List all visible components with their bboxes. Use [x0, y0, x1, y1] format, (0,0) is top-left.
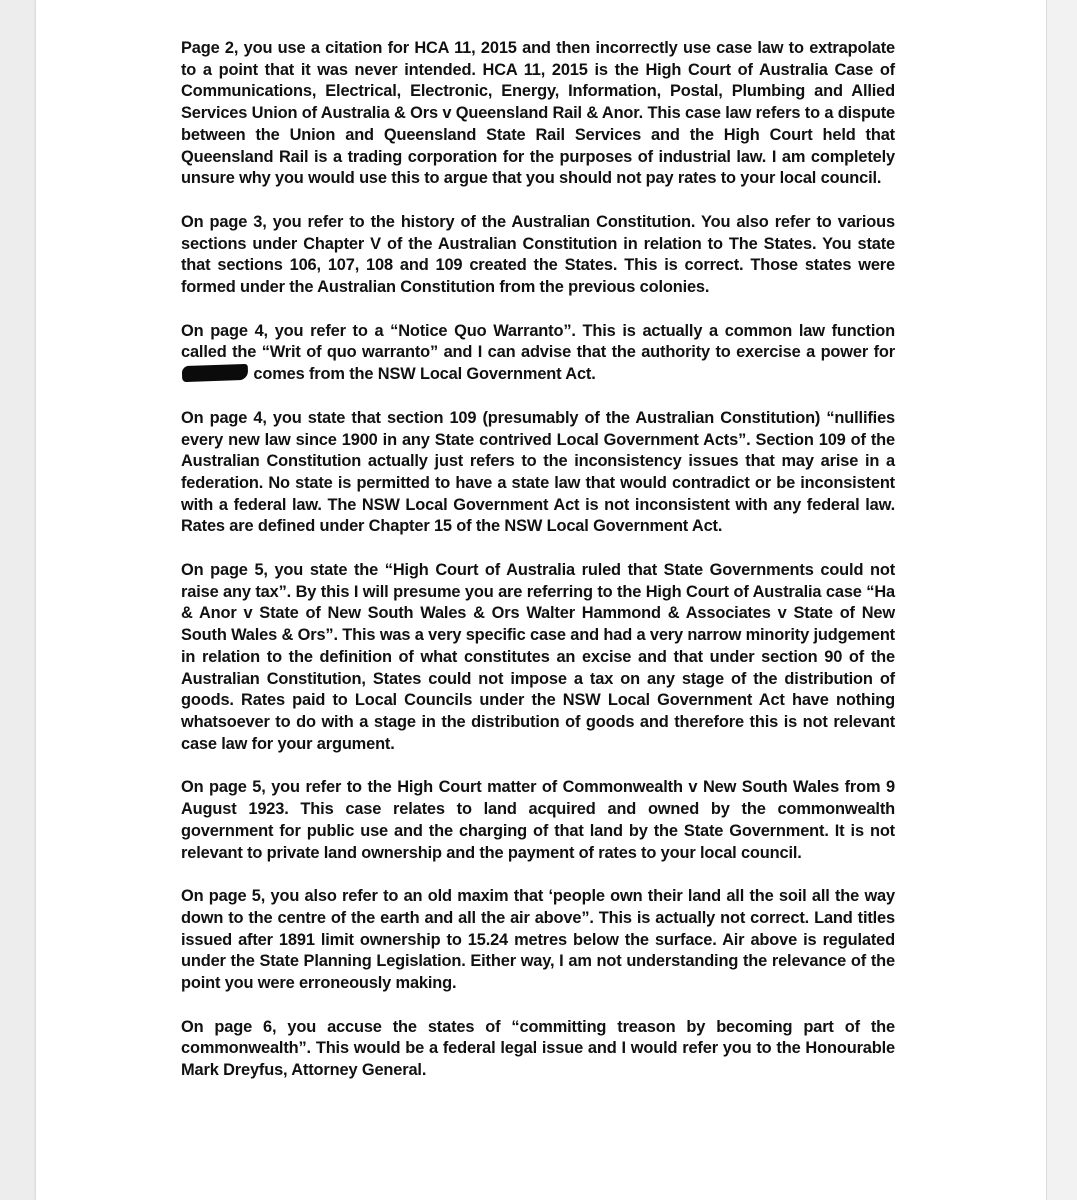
paragraph-page-4-section-109: On page 4, you state that section 109 (presumably of the Australian Constitution) “nullifies every new law since 1900 in any State contrived Local Government Acts”. Section 109 of the Australian Constitution actually just refers to the inconsistency issues that may arise in a federation. No state is permitted to have a state law that would contradict or be inconsistent with a federal law. The NSW Local Government Act is not inconsistent with any federal law. Rates are defined under Chapter 15 of the NSW Local Government Act. [181, 408, 895, 536]
paragraph-page-6-treason: On page 6, you accuse the states of “committing treason by becoming part of the commonwealth”. This would be a federal legal issue and I would refer you to the Honourable Mark Dreyfus, Attorney General. [181, 1017, 895, 1080]
paragraph-text-after-redaction: comes from the NSW Local Government Act. [253, 365, 596, 384]
document-page [36, 0, 1046, 1200]
paragraph-page-5-commonwealth: On page 5, you refer to the High Court matter of Commonwealth v New South Wales from 9 August 1923. This case relates to land acquired and owned by the commonwealth government for public use and the charging of that land by the State Government. It is not relevant to private land ownership and the payment of rates to your local council. [181, 778, 895, 862]
paragraph-text-before-redaction: On page 4, you refer to a “Notice Quo Warranto”. This is actually a common law function called the “Writ of quo warranto” and I can advise that the authority to exercise a power for [181, 321, 895, 362]
letter-body [181, 38, 895, 1104]
paragraph-page-4-quo-warranto [181, 321, 895, 386]
vertical-scrollbar[interactable] [1046, 0, 1077, 1200]
paragraph-page-2-citation: Page 2, you use a citation for HCA 11, 2015 and then incorrectly use case law to extrapolate to a point that it was never intended. HCA 11, 2015 is the High Court of Australia Case of Communications, Electrical, Electronic, Energy, Information, Postal, Plumbing and Allied Services Union of Australia & Ors v Queensland Rail & Anor. This case law refers to a dispute between the Union and Queensland State Rail Services and the High Court held that Queensland Rail is a trading corporation for the purposes of industrial law. I am completely unsure why you would use this to argue that you should not pay rates to your local council. [181, 39, 895, 188]
paragraph-page-5-maxim: On page 5, you also refer to an old maxim that ‘people own their land all the soil all the way down to the centre of the earth and all the air above”. This is actually not correct. Land titles issued after 1891 limit ownership to 15.24 metres below the surface. Air above is regulated under the State Planning Legislation. Either way, I am not understanding the relevance of the point you were erroneously making. [181, 887, 895, 993]
redaction-mark [182, 364, 249, 382]
paragraph-page-3-history: On page 3, you refer to the history of the Australian Constitution. You also refer to various sections under Chapter V of the Australian Constitution in relation to The States. You state that sections 106, 107, 108 and 109 created the States. This is correct. Those states were formed under the Australian Constitution from the previous colonies. [181, 212, 895, 297]
paragraph-page-5-tax: On page 5, you state the “High Court of Australia ruled that State Governments could not raise any tax”. By this I will presume you are referring to the High Court of Australia case “Ha & Anor v State of New South Wales & Ors Walter Hammond & Associates v State of New South Wales & Ors”. This was a very specific case and had a very narrow minority judgement in relation to the definition of what constitutes an excise and that under section 90 of the Australian Constitution, States could not impose a tax on any stage of the distribution of goods. Rates paid to Local Councils under the NSW Local Government Act have nothing whatsoever to do with a stage in the distribution of goods and therefore this is not relevant case law for your argument. [181, 561, 895, 753]
